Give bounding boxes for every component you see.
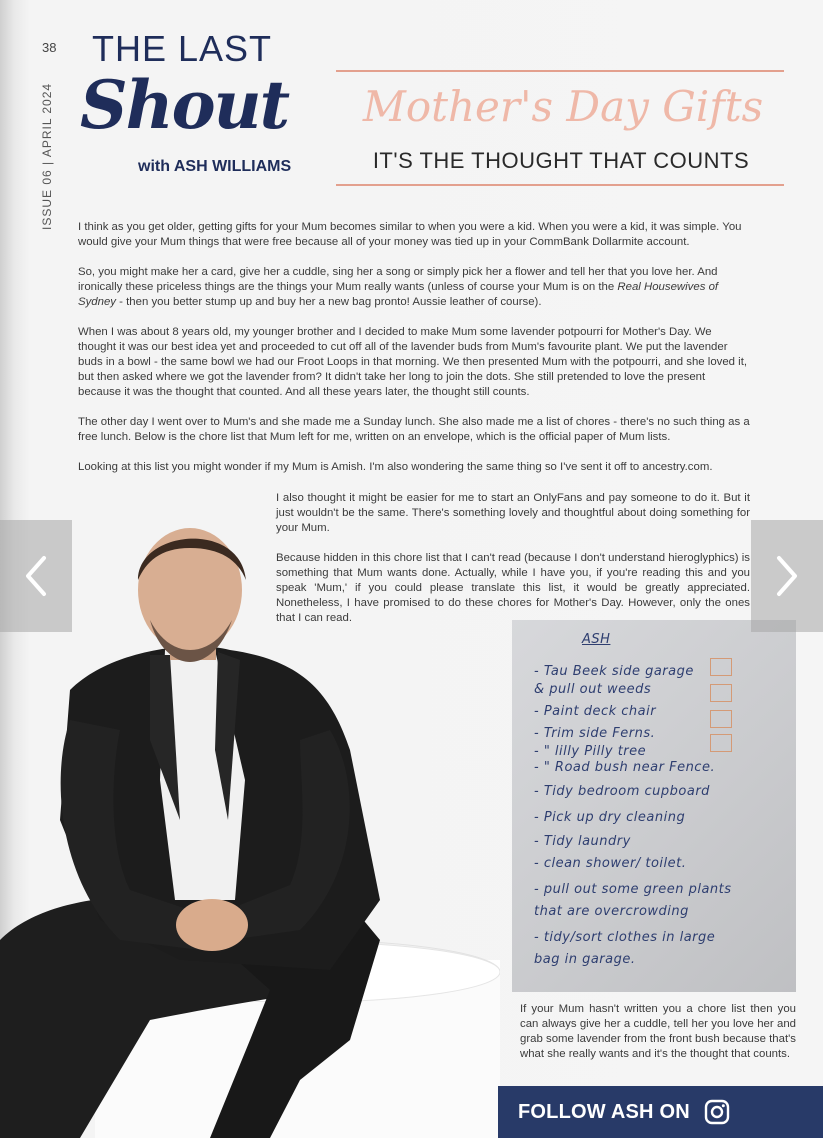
chevron-right-icon: [773, 554, 801, 598]
paragraph-1: I think as you get older, getting gifts for your Mum becomes similar to when you were a kid. When you were a kid, it was simple. You would give your Mum things that were free because all of your money was tied up in your CommBank Dollarmite account.: [78, 221, 742, 248]
chore-list-photo: [512, 620, 796, 992]
chore-line: - Tidy bedroom cupboard: [534, 784, 710, 799]
chore-line: - clean shower/ toilet.: [534, 856, 687, 871]
paragraph-4: The other day I went over to Mum's and she made me a Sunday lunch. She also made me a list of chores - there's no such thing as a free lunch. Below is the chore list that Mum left for me, written on an envelope, which is the official paper of Mum lists.: [78, 416, 750, 443]
instagram-icon[interactable]: [704, 1099, 730, 1125]
follow-label: FOLLOW ASH ON: [518, 1100, 690, 1123]
checkbox-drawing: [710, 684, 732, 702]
chore-line: - Paint deck chair: [534, 704, 657, 719]
paragraph-6: I also thought it might be easier for me to start an OnlyFans and pay someone to do it. But it just wouldn't be the same. There's something lovely and thoughtful about doing something for your Mum.: [276, 492, 750, 534]
headline-rule-top: [336, 70, 784, 72]
checkbox-drawing: [710, 734, 732, 752]
chore-line: - Trim side Ferns.: [534, 726, 656, 741]
paragraph-3: When I was about 8 years old, my younger brother and I decided to make Mum some lavender potpourri for Mother's Day. We thought it was our best idea yet and proceeded to cut off all of the lavender buds from Mum's favourite plant. We put the lavender buds in a bowl - the same bowl we had our Froot Loops in that morning. We then presented Mum with the potpourri, and she loved it, but then asked where we got the lavender from? It didn't take her long to join the dots. She still pretended to love the present because it was the thought that counted. And all these years later, the thought still counts.: [78, 326, 748, 398]
checkbox-drawing: [710, 710, 732, 728]
logo-byline: with ASH WILLIAMS: [138, 158, 292, 175]
article-top: [78, 220, 750, 490]
page-number: 38: [42, 40, 57, 55]
author-photo: [0, 520, 500, 1138]
photo-caption: If your Mum hasn't written you a chore list then you can always give her a cuddle, tell her you love her and grab some lavender from the front bush because that's what she really wants and it's the thought that counts.: [520, 1003, 796, 1060]
chore-line: bag in garage.: [534, 952, 636, 967]
paragraph-2: So, you might make her a card, give her a cuddle, sing her a song or simply pick her a flower and tell her that you love her. And ironically these priceless things are the things your Mum really wants (unless of course your Mum is on the Real Housewives of Sydney - then you better stump up and buy her a new bag pronto! Aussie leather of course).: [78, 266, 719, 308]
headline-subtitle: IT'S THE THOUGHT THAT COUNTS: [372, 148, 750, 173]
checkbox-drawing: [710, 658, 732, 676]
chore-line: - Tidy laundry: [534, 834, 631, 849]
chore-line: - " Road bush near Fence.: [534, 760, 716, 775]
chore-list-title: ASH: [582, 632, 611, 647]
paragraph-7: Because hidden in this chore list that I can't read (because I don't understand hieroglyphics) is something that Mum wants done. Actually, while I have you, if you're reading this and you speak 'Mum,' if you could please translate this list, it would be greatly appreciated. Nonetheless, I have promised to do these chores for Mother's Day. However, only the ones that I can read.: [276, 552, 750, 624]
logo-script: Shout: [80, 66, 289, 144]
next-page-button[interactable]: [751, 520, 823, 632]
prev-page-button[interactable]: [0, 520, 72, 632]
chore-line: - Pick up dry cleaning: [534, 810, 686, 825]
issue-label: ISSUE 06 | APRIL 2024: [40, 82, 54, 230]
follow-banner[interactable]: [498, 1086, 823, 1138]
headline-rule-bottom: [336, 184, 784, 186]
chore-line: that are overcrowding: [534, 904, 689, 919]
chevron-left-icon: [22, 554, 50, 598]
paragraph-5: Looking at this list you might wonder if my Mum is Amish. I'm also wondering the same thing so I've sent it off to ancestry.com.: [78, 461, 713, 473]
headline-script: Mother's Day Gifts: [362, 82, 764, 131]
chore-line: - pull out some green plants: [534, 882, 732, 897]
chore-line: - tidy/sort clothes in large: [534, 930, 716, 945]
chore-line: - Tau Beek side garage: [534, 664, 694, 679]
chore-line: & pull out weeds: [534, 682, 652, 697]
chore-line: - " lilly Pilly tree: [534, 744, 647, 759]
logo-title: THE LAST: [92, 28, 273, 69]
